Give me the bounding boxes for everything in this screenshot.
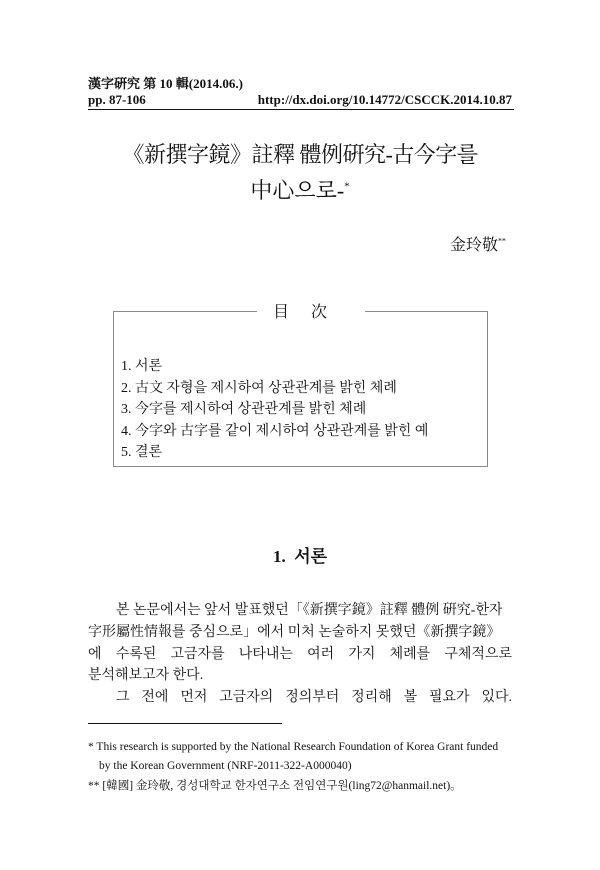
- author-name: 金玲敬: [449, 237, 498, 254]
- body-line: 분석해보고자 한다.: [88, 668, 204, 683]
- body-line: 본 논문에서는 앞서 발표했던「《新撰字鏡》註釋 體例 硏究-한자: [116, 603, 503, 618]
- body-line: 그 전에 먼저 고금자의 정의부터 정리해 볼 필요가 있다.: [116, 690, 512, 705]
- section-heading: 1. 서론: [272, 547, 328, 566]
- header-rule: [88, 109, 514, 110]
- body-line: 에 수록된 고금자를 나타내는 여러 가지 체례를 구체적으로: [88, 647, 512, 662]
- toc-item[interactable]: 5. 결론: [121, 445, 163, 460]
- toc-item[interactable]: 2. 古文 자형을 제시하여 상관관계를 밝힌 체례: [121, 380, 397, 396]
- footnote-rule: [88, 723, 282, 724]
- paper-title-line1: 《新撰字鏡》註釋 體例硏究-古今字를: [122, 142, 478, 167]
- footnote-1: * This research is supported by the National Research Foundation of Korea Grant funded: [88, 741, 499, 753]
- author: [450, 232, 506, 255]
- toc-item[interactable]: 4. 今字와 古字를 같이 제시하여 상관관계를 밝힌 예: [121, 423, 429, 439]
- page-range: pp. 87-106: [88, 92, 146, 107]
- body-line: 字形屬性情報를 중심으로」에서 미처 논술하지 못했던《新撰字鏡》: [88, 625, 501, 640]
- toc-list: [121, 356, 428, 464]
- footnote-1-cont: by the Korean Government (NRF-2011-322-A000040): [99, 760, 352, 772]
- doi-link[interactable]: http://dx.doi.org/10.14772/CSCCK.2014.10.87: [257, 92, 512, 107]
- paper-title-line2: [0, 174, 600, 205]
- journal-header: 漢字硏究 第 10 輯(2014.06.): [88, 76, 243, 91]
- toc-item[interactable]: 3. 今字를 제시하여 상관관계를 밝힌 체례: [121, 402, 367, 417]
- paper-title-line2-text: 中心으로-: [250, 178, 345, 203]
- toc-title-wrap: [0, 299, 600, 322]
- author-footnote-marker[interactable]: **: [498, 236, 506, 246]
- toc-item[interactable]: 1. 서론: [121, 359, 163, 374]
- footnote-2: ** [韓國] 金玲敬, 경성대학교 한자연구소 전임연구원(ling72@hanmail.net)。: [88, 780, 462, 792]
- toc-title: 目次: [257, 299, 365, 322]
- title-footnote-marker[interactable]: *: [344, 180, 350, 193]
